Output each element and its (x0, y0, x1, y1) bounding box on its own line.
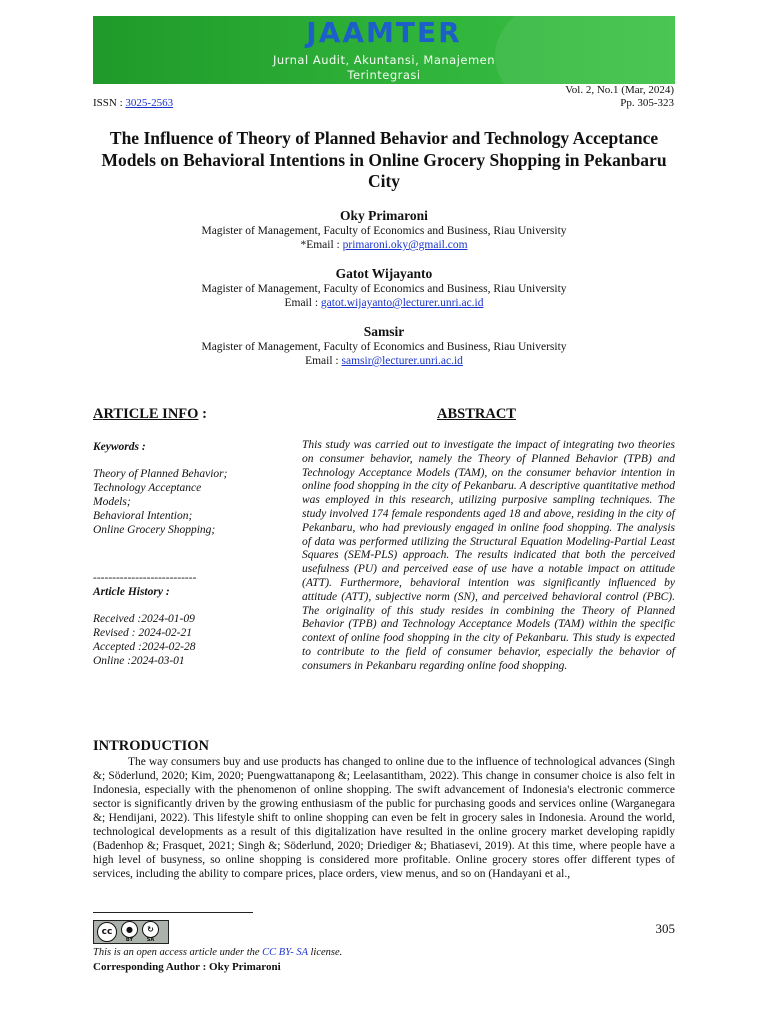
article-info-panel (93, 440, 283, 668)
author-email-line (93, 239, 675, 251)
cc-by-group (121, 921, 138, 943)
history-item: Online :2024-03-01 (93, 655, 185, 667)
keywords-label: Keywords : (93, 441, 146, 453)
author-email-link[interactable]: primaroni.oky@gmail.com (342, 239, 468, 251)
history-label: Article History : (93, 586, 170, 598)
article-info-heading-suffix: : (198, 406, 207, 422)
cc-sa-group (142, 921, 159, 943)
journal-name: JAAMTER (306, 16, 462, 49)
corresponding-author: Corresponding Author : Oky Primaroni (93, 961, 281, 973)
author-email-link[interactable]: gatot.wijayanto@lecturer.unri.ac.id (320, 297, 484, 309)
author-affiliation: Magister of Management, Faculty of Economics and Business, Riau University (201, 225, 567, 237)
author-email-line (93, 355, 675, 367)
email-label: Email : (284, 297, 321, 309)
journal-subtitle-line2: Terintegrasi (347, 68, 421, 82)
history-item: Received :2024-01-09 (93, 613, 195, 625)
article-info-heading-text: ARTICLE INFO (93, 406, 199, 422)
info-divider: --------------------------- (93, 572, 197, 584)
article-info-heading (93, 406, 207, 423)
introduction-heading: INTRODUCTION (93, 738, 210, 754)
history-item: Accepted :2024-02-28 (93, 641, 196, 653)
issn-link[interactable]: 3025-2563 (125, 97, 174, 109)
attribution-icon: ● (121, 921, 138, 938)
author-affiliation: Magister of Management, Faculty of Economics and Business, Riau University (201, 341, 567, 353)
email-label: *Email : (300, 239, 343, 251)
abstract-body: This study was carried out to investigate the impact of integrating two theories on consumer behavior, namely the Theory of Planned Behavior (TPB) and Technology Acceptance Models (TAM), on the consumer behavior intention in online food shopping in the city of Pekanbaru. A descriptive quantitative method was employed in this research, utilizing purposive sampling techniques. The study involved 174 female respondents aged 18 and above, residing in the city of Pekanbaru, who had previously engaged in online food shopping. The analysis of data was performed utilizing the Structural Equation Modeling-Partial Least Squares (SEM-PLS) approach. The results indicated that both the perceived usefulness (PU) and perceived ease of use have a notable impact on attitude (ATT). Furthermore, behavioral intention was significantly influenced by attitude (ATT), subjective norm (SN), and perceived behavioral control (PBC). The originality of this study resides in combining the Theory of Planned Behavior (TPB) and Technology Acceptance Models (TAM) within the specific context of online food shopping in the city of Pekanbaru. This study is expected to contribute to the field of consumer behavior, especially the behavior of consumers in Pekanbaru regarding online food shopping. (302, 439, 675, 672)
keyword-item: Behavioral Intention; (93, 510, 193, 522)
email-label: Email : (305, 355, 342, 367)
author-email-link[interactable]: samsir@lecturer.unri.ac.id (341, 355, 463, 367)
cc-sa-label: SA (146, 937, 155, 943)
page-number: 305 (655, 921, 675, 936)
share-alike-icon: ↻ (142, 921, 159, 938)
author-name: Samsir (363, 324, 405, 339)
issn-label: ISSN : (93, 97, 126, 109)
keyword-item: Theory of Planned Behavior; (93, 468, 228, 480)
author-name: Gatot Wijayanto (335, 266, 433, 281)
license-suffix: license. (307, 947, 343, 958)
page-range: Pp. 305-323 (620, 97, 674, 109)
keyword-item: Online Grocery Shopping; (93, 524, 216, 536)
issn-line (93, 97, 173, 109)
license-link[interactable]: CC BY- SA (262, 947, 308, 958)
history-item: Revised : 2024-02-21 (93, 627, 192, 639)
abstract-heading (437, 406, 516, 423)
footer-divider (93, 912, 253, 913)
cc-by-label: BY (125, 937, 134, 943)
journal-subtitle-line1: Jurnal Audit, Akuntansi, Manajemen (272, 53, 496, 67)
abstract-heading-text: ABSTRACT (437, 406, 516, 422)
creative-commons-icon: cc (97, 922, 117, 942)
license-prefix: This is an open access article under the (93, 947, 263, 958)
author-affiliation: Magister of Management, Faculty of Economics and Business, Riau University (201, 283, 567, 295)
paper-title: The Influence of Theory of Planned Behavior and Technology Acceptance Models on Behavioral Intentions in Online Grocery Shopping in Pekanbaru City (101, 128, 667, 191)
journal-banner (93, 16, 675, 84)
keyword-item: Models; (93, 496, 131, 508)
cc-license-badge[interactable] (93, 920, 169, 944)
introduction-body: The way consumers buy and use products has changed to online due to the influence of technological advances (Singh &; Söderlund, 2020; Kim, 2020; Puengwattanapong &; Leelasantitham, 2022). This change in consumer choice is also felt in Indonesia, especially with the phenomenon of online shopping. The swift advancement of Indonesia's electronic commerce sector is significantly driven by the growing enthusiasm of the public for purchasing goods and services online (Warganegara &; Hendijani, 2022). This lifestyle shift to online shopping can even be felt in grocery sales in Indonesia. Around the world, technological developments as a result of this digitalization have resulted in the online grocery market developing rapidly (Badenhop &; Frasquet, 2021; Singh &; Söderlund, 2020; Driediger &; Bhatiasevi, 2019). At this time, where people have a high level of busyness, so online shopping is considered more profitable. Online grocery stores offer different types of services, including the ability to compare prices, place orders, view menus, and so on (Handayani et al., (93, 756, 675, 880)
license-statement (93, 947, 342, 958)
author-name: Oky Primaroni (340, 208, 428, 223)
keyword-item: Technology Acceptance (93, 482, 202, 494)
author-email-line (93, 297, 675, 309)
volume-info: Vol. 2, No.1 (Mar, 2024) (565, 84, 674, 96)
